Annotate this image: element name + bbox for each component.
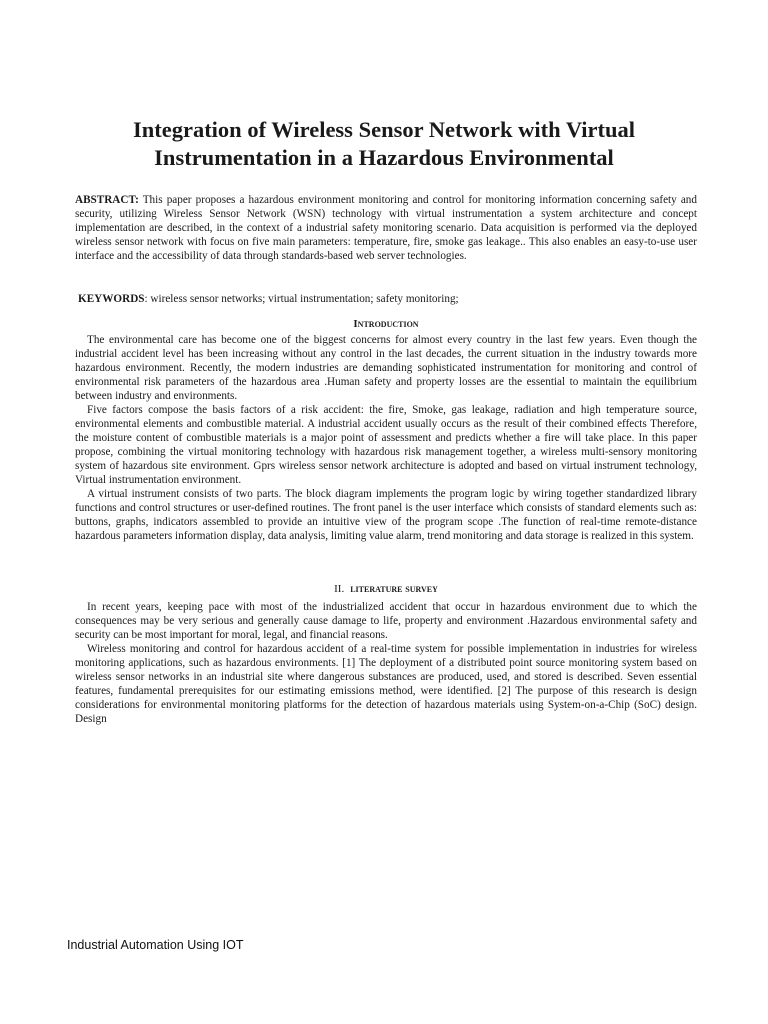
literature-survey-heading: [75, 582, 697, 596]
literature-paragraph-1: In recent years, keeping pace with most of the industrialized accident that occur in hazardous environment due to which the consequences may be very serious and generally cause damage to life, property and environment .Hazardous environmental safety and security can be most important for moral, legal, and financial reasons.: [75, 601, 697, 641]
abstract-section: [75, 193, 697, 263]
abstract-label: ABSTRACT:: [75, 194, 139, 206]
abstract-text: This paper proposes a hazardous environment monitoring and control for monitoring information concerning safety and security, utilizing Wireless Sensor Network (WSN) technology with virtual instrumentation a system architecture and concept implementation are described, in the context of a industrial safety monitoring scenario. Data acquisition is performed via the deployed wireless sensor network with focus on five main parameters: temperature, fire, smoke gas leakage.. This also enables an easy-to-use user interface and the accessibility of data through standards-based web server technologies.: [75, 194, 697, 262]
introduction-paragraph-1: The environmental care has become one of the biggest concerns for almost every country in the last few years. Even though the industrial accident level has been increasing without any control in the last decades, the current situation in the industry towards more hazardous environment. Recently, the modern industries are demanding sophisticated instrumentation for monitoring and control of environmental risk parameters of the hazardous area .Human safety and property losses are the essential to maintain the equilibrium between industry and environments.: [75, 334, 697, 402]
introduction-paragraph-2: Five factors compose the basis factors of a risk accident: the fire, Smoke, gas leakage, radiation and high temperature source, environmental elements and combustible material. A industrial accident usually occurs as the result of their combined effects Therefore, the moisture content of combustible materials is a major point of assessment and predicts whether a fire will take place. In this paper propose, combining the virtual monitoring technology with hazardous risk management together, a wireless multi-sensory monitoring system of hazardous site environment. Gprs wireless sensor network architecture is adopted and based on virtual instrument technology, Virtual instrumentation environment.: [75, 404, 697, 486]
page-footer: Industrial Automation Using IOT: [67, 938, 244, 952]
paper-title: Integration of Wireless Sensor Network with Virtual Instrumentation in a Hazardous Environmental: [132, 117, 636, 170]
keywords-section: [78, 292, 700, 306]
introduction-body: [75, 333, 697, 543]
section-number: II.: [334, 583, 345, 595]
literature-survey-body: [75, 600, 697, 726]
literature-paragraph-2: Wireless monitoring and control for hazardous accident of a real-time system for possible implementation in industries for wireless monitoring applications, such as hazardous environments. [1] The deployment of a distributed point source monitoring system based on wireless sensor networks in an industrial site where dangerous substances are produced, used, and stored is described. Seven essential features, fundamental prerequisites for our estimating emissions method, were identified. [2] The purpose of this research is design considerations for environmental monitoring platforms for the detection of hazardous materials using System-on-a-Chip (SoC) design. Design: [75, 643, 697, 725]
introduction-paragraph-3: A virtual instrument consists of two parts. The block diagram implements the program logic by wiring together standardized library functions and control structures or user-defined routines. The front panel is the user interface which consists of standard elements such as: buttons, graphs, indicators assembled to provide an intuitive view of the program scope .The function of real-time remote-distance hazardous parameters information display, data analysis, limiting value alarm, trend monitoring and data storage is realized in this system.: [75, 488, 697, 542]
literature-heading-text: literature survey: [350, 583, 438, 595]
keywords-label: KEYWORDS: [78, 293, 145, 305]
introduction-heading: Introduction: [353, 318, 419, 330]
keywords-text: : wireless sensor networks; virtual instrumentation; safety monitoring;: [144, 293, 459, 305]
